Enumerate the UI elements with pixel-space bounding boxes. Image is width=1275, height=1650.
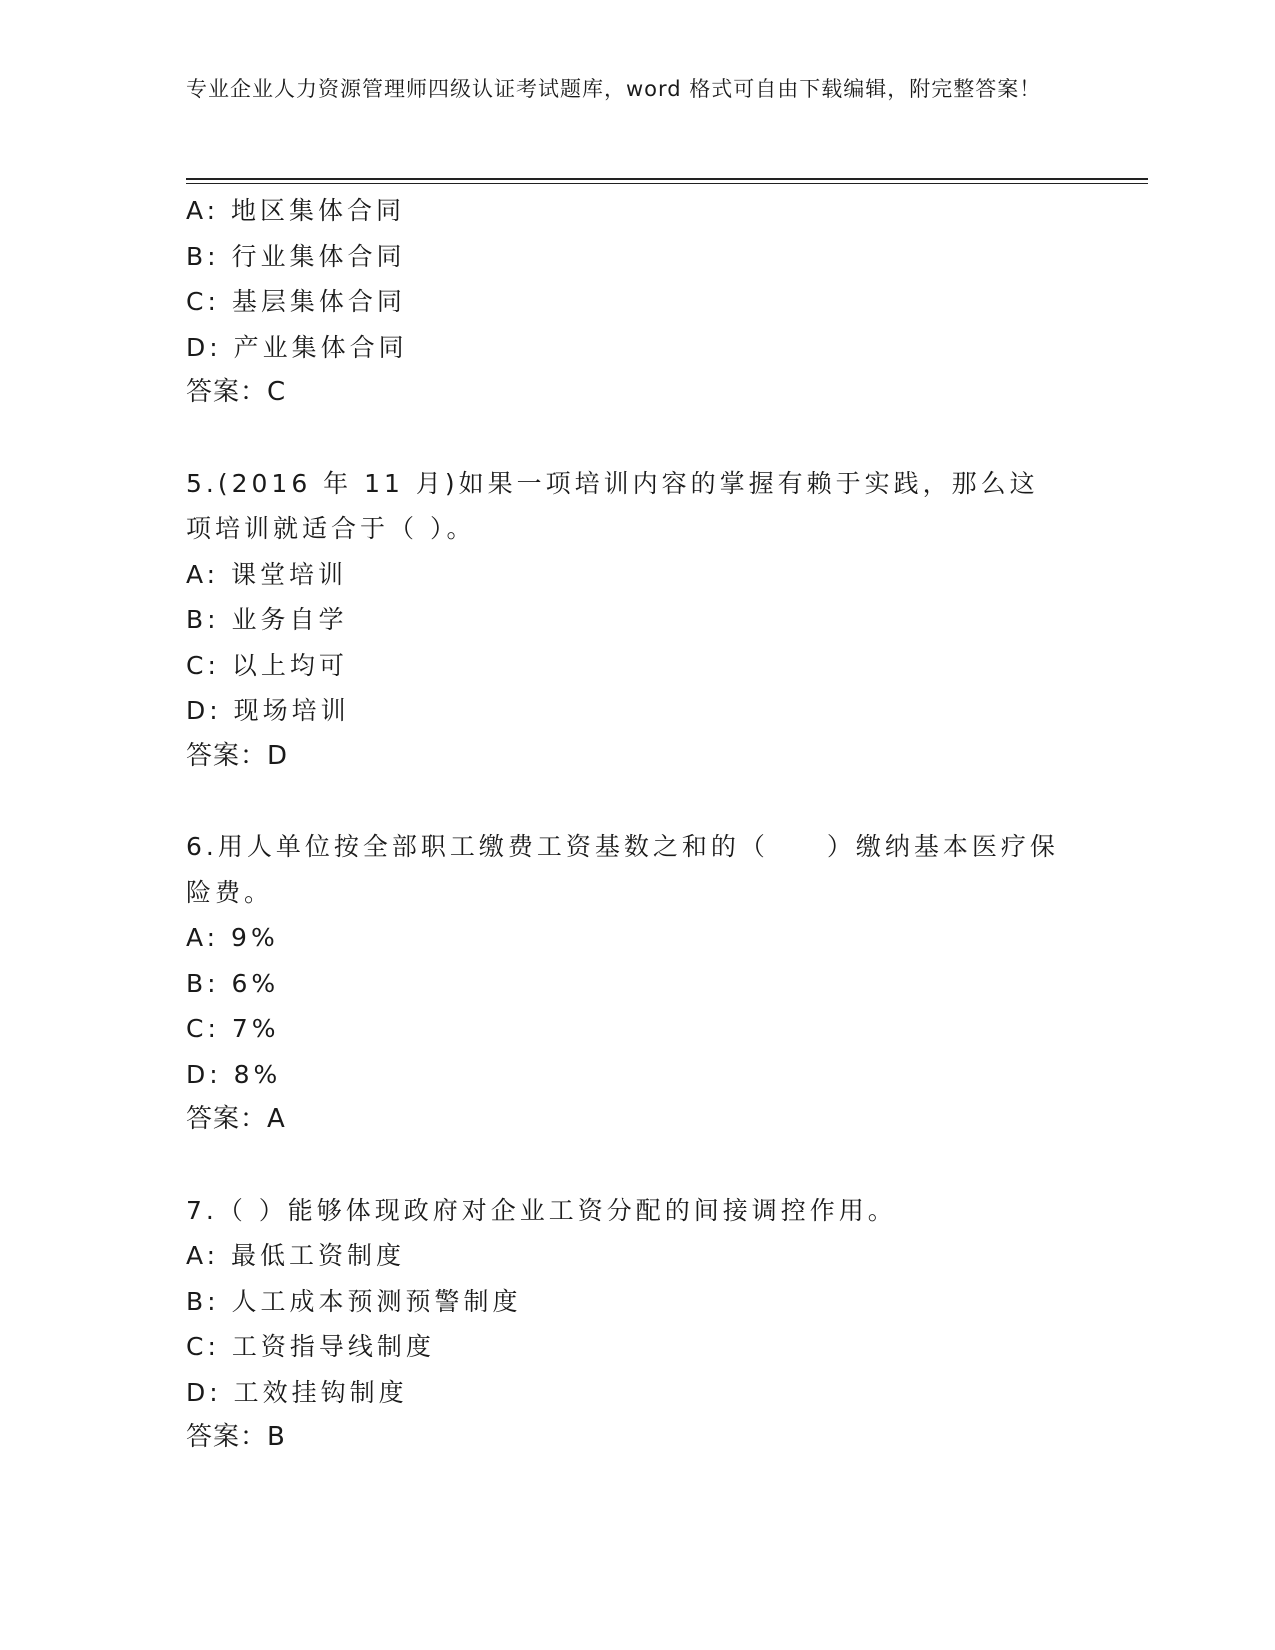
question-block — [186, 1188, 1086, 1461]
option-a: A: 最低工资制度 — [186, 1241, 406, 1270]
header-divider-thick — [186, 178, 1148, 180]
question-block — [186, 824, 1086, 1143]
question-stem: 6.用人单位按全部职工缴费工资基数之和的（ ）缴纳基本医疗保险费。 — [186, 832, 1059, 907]
answer-line: 答案：D — [186, 740, 289, 771]
question-stem: 5.(2016 年 11 月)如果一项培训内容的掌握有赖于实践，那么这项培训就适合于（ ）。 — [186, 468, 1039, 543]
option-d: D: 8% — [186, 1059, 282, 1089]
option-a: A: 9% — [186, 923, 279, 952]
option-d: D: 产业集体合同 — [186, 332, 408, 362]
question-block — [186, 461, 1086, 780]
option-b: B: 行业集体合同 — [186, 241, 406, 271]
option-c: C: 7% — [186, 1014, 280, 1043]
option-a: A: 课堂培训 — [186, 559, 348, 589]
question-block — [186, 188, 1086, 416]
option-c: C: 以上均可 — [186, 650, 348, 680]
option-b: B: 人工成本预测预警制度 — [186, 1286, 522, 1316]
answer-line: 答案：C — [186, 377, 287, 407]
answer-line: 答案：A — [186, 1104, 286, 1134]
option-c: C: 基层集体合同 — [186, 287, 406, 316]
option-a: A: 地区集体合同 — [186, 196, 406, 225]
option-c: C: 工资指导线制度 — [186, 1332, 435, 1361]
spacer — [186, 1143, 1086, 1188]
question-list — [186, 188, 1086, 1461]
option-d: D: 现场培训 — [186, 696, 350, 725]
answer-line: 答案：B — [186, 1422, 286, 1452]
header-note: 专业企业人力资源管理师四级认证考试题库，word 格式可自由下载编辑，附完整答案！ — [186, 77, 1042, 101]
question-stem: 7.（ ）能够体现政府对企业工资分配的间接调控作用。 — [186, 1195, 897, 1225]
header-divider-thin — [186, 183, 1148, 184]
option-b: B: 业务自学 — [186, 605, 348, 634]
option-b: B: 6% — [186, 968, 280, 998]
option-d: D: 工效挂钩制度 — [186, 1377, 408, 1407]
spacer — [186, 416, 1086, 461]
spacer — [186, 779, 1086, 824]
